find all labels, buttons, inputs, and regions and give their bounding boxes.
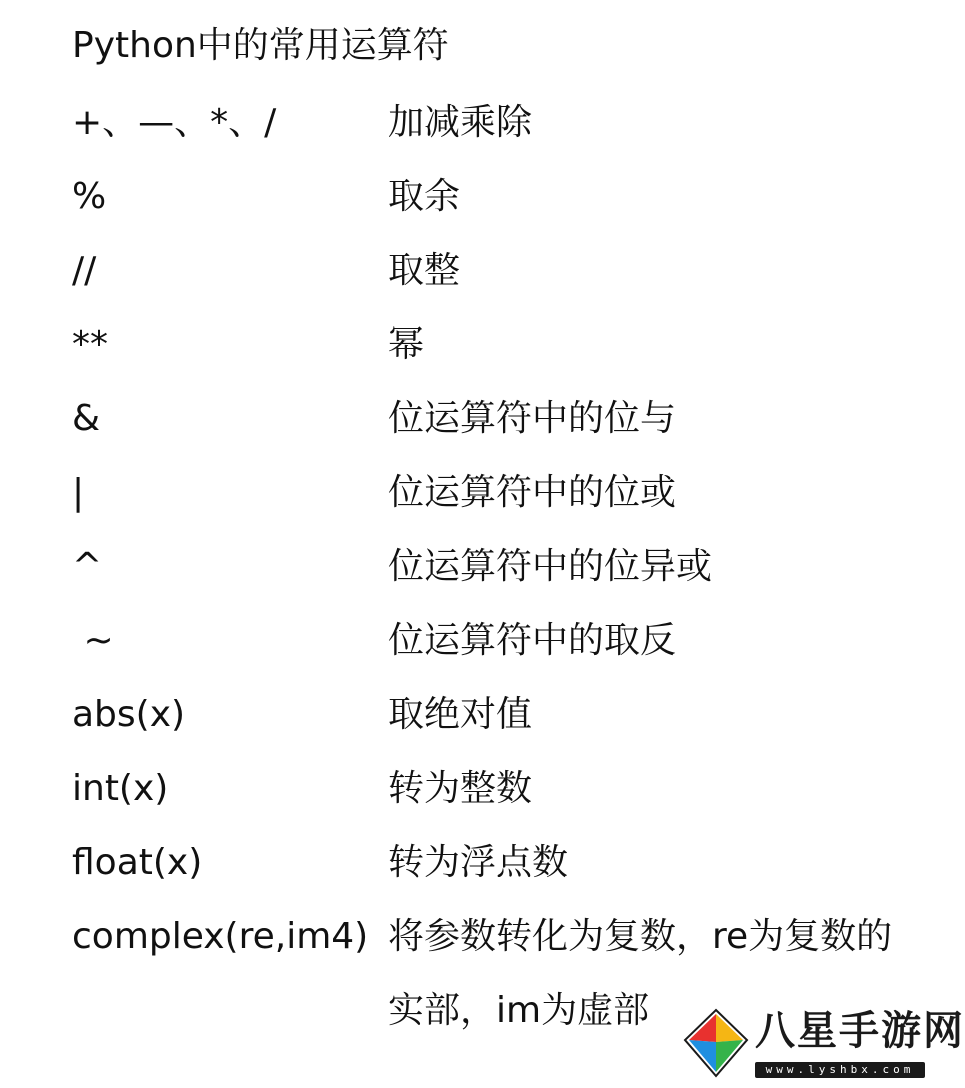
operator-list [72, 86, 902, 1048]
operator-description: 转为整数 [388, 768, 533, 809]
watermark-url: www.lyshbx.com [755, 1062, 925, 1078]
operator-symbol: | [72, 472, 85, 513]
operator-symbol: % [72, 176, 107, 217]
operator-row [72, 530, 902, 604]
operator-description: 位运算符中的取反 [388, 620, 677, 661]
operator-description: 取余 [388, 176, 461, 217]
operator-row [72, 456, 902, 530]
operator-description: 将参数转化为复数，re为复数的实部，im为虚部 [388, 916, 893, 1031]
watermark-name: 八星手游网 [755, 1008, 965, 1054]
operator-symbol: ~ [72, 620, 114, 661]
operator-row [72, 752, 902, 826]
operator-row [72, 604, 902, 678]
operator-description: 位运算符中的位异或 [388, 546, 713, 587]
operator-description: 取绝对值 [388, 694, 533, 735]
operator-row [72, 234, 902, 308]
operator-row [72, 826, 902, 900]
operator-symbol: +、—、*、/ [72, 102, 277, 143]
operator-symbol: int(x) [72, 768, 169, 809]
operator-description: 加减乘除 [388, 102, 533, 143]
operator-symbol: ** [72, 324, 108, 365]
operator-row [72, 86, 902, 160]
page-title: Python中的常用运算符 [72, 25, 449, 66]
operator-symbol: ^ [72, 546, 103, 587]
operator-symbol: complex(re,im4) [72, 916, 369, 957]
operator-symbol: & [72, 398, 101, 439]
operator-row [72, 678, 902, 752]
operator-symbol: abs(x) [72, 694, 186, 735]
operator-row [72, 308, 902, 382]
site-logo-icon [681, 1006, 751, 1080]
watermark [681, 1000, 965, 1084]
operator-description: 转为浮点数 [388, 842, 569, 883]
operator-row [72, 160, 902, 234]
operator-description: 位运算符中的位或 [388, 472, 677, 513]
operator-row [72, 382, 902, 456]
operator-symbol: float(x) [72, 842, 203, 883]
operator-description: 取整 [388, 250, 461, 291]
operator-description: 幂 [388, 324, 425, 365]
operator-symbol: // [72, 250, 97, 291]
operator-description: 位运算符中的位与 [388, 398, 677, 439]
